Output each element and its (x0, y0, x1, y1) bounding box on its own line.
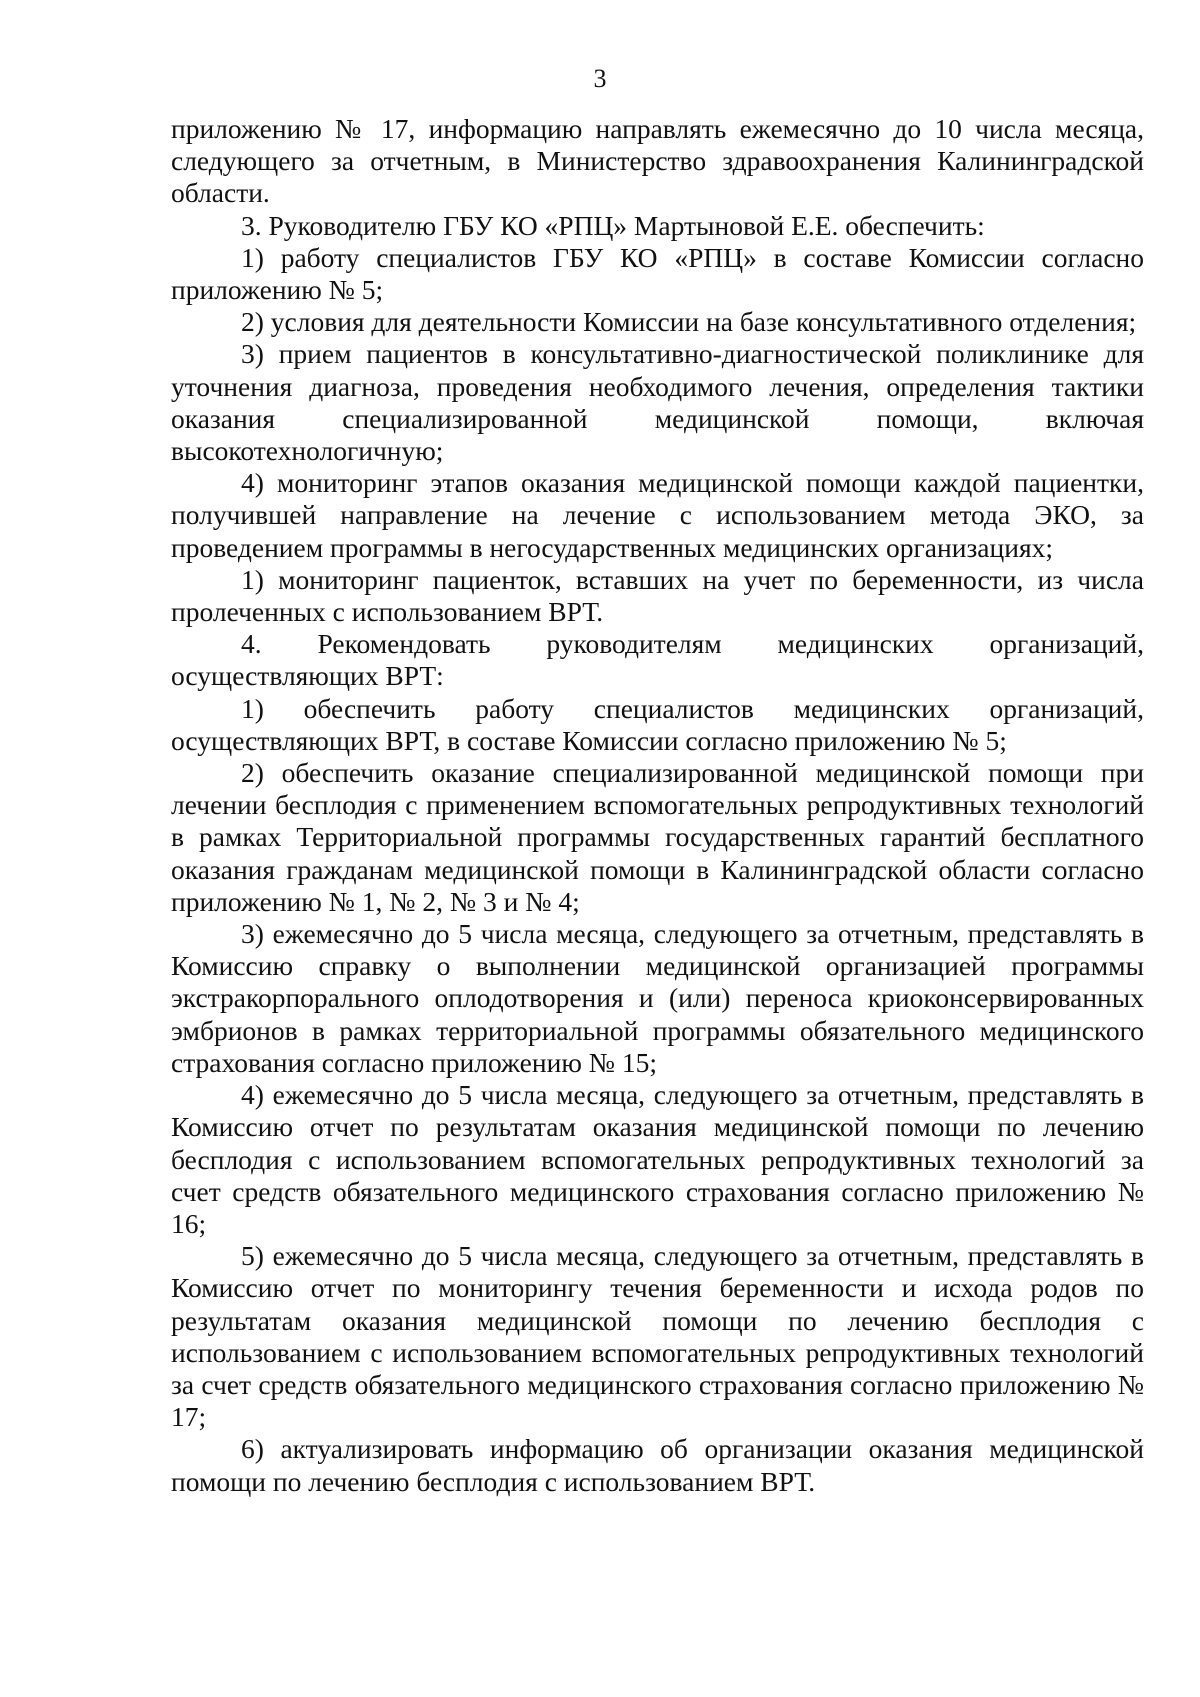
document-body (171, 113, 1144, 1498)
paragraph-item-4-5: 5) ежемесячно до 5 числа месяца, следующего за отчетным, представлять в Комиссию отчет по мониторингу течения беременности и исхода родов по результатам оказания медицинской помощи по лечению бесплодия с использованием с использованием вспомогательных репродуктивных технологий за счет средств обязательного медицинского страхования согласно приложению № 17; (171, 1240, 1144, 1433)
paragraph-item-4-1: 1) обеспечить работу специалистов медицинских организаций, осуществляющих ВРТ, в составе Комиссии согласно приложению № 5; (171, 692, 1144, 756)
paragraph-item-4-6: 6) актуализировать информацию об организации оказания медицинской помощи по лечению бесплодия с использованием ВРТ. (171, 1433, 1144, 1497)
paragraph-item-4: 4. Рекомендовать руководителям медицинских организаций, осуществляющих ВРТ: (171, 628, 1144, 692)
paragraph-item-3-4: 4) мониторинг этапов оказания медицинской помощи каждой пациентки, получившей направление на лечение с использованием метода ЭКО, за проведением программы в негосударственных медицинских организациях; (171, 467, 1144, 563)
paragraph-item-3-5: 1) мониторинг пациенток, вставших на учет по беременности, из числа пролеченных с использованием ВРТ. (171, 563, 1144, 628)
paragraph-item-3: 3. Руководителю ГБУ КО «РПЦ» Мартыновой Е.Е. обеспечить: (241, 209, 985, 241)
paragraph-item-3-2: 2) условия для деятельности Комиссии на базе консультативного отделения; (241, 306, 1137, 338)
paragraph-item-4-3: 3) ежемесячно до 5 числа месяца, следующего за отчетным, представлять в Комиссию справку о выполнении медицинской организацией программы экстракорпорального оплодотворения и (или) переноса криоконсервированных эмбрионов в рамках территориальной программы обязательного медицинского страхования согласно приложению № 15; (171, 918, 1144, 1078)
paragraph-item-4-4: 4) ежемесячно до 5 числа месяца, следующего за отчетным, представлять в Комиссию отчет по результатам оказания медицинской помощи по лечению бесплодия с использованием вспомогательных репродуктивных технологий за счет средств обязательного медицинского страхования согласно приложению № 16; (171, 1079, 1144, 1239)
paragraph-item-4-2: 2) обеспечить оказание специализированной медицинской помощи при лечении бесплодия с применением вспомогательных репродуктивных технологий в рамках Территориальной программы государственных гарантий бесплатного оказания гражданам медицинской помощи в Калининградской области согласно приложению № 1, № 2, № 3 и № 4; (171, 757, 1144, 917)
paragraph-continuation: приложению № 17, информацию направлять ежемесячно до 10 числа месяца, следующего за отчетным, в Министерство здравоохранения Калининградской области. (171, 113, 1144, 209)
page-number: 3 (593, 64, 607, 93)
paragraph-item-3-1: 1) работу специалистов ГБУ КО «РПЦ» в составе Комиссии согласно приложению № 5; (171, 241, 1144, 306)
paragraph-item-3-3: 3) прием пациентов в консультативно-диагностической поликлинике для уточнения диагноза, проведения необходимого лечения, определения тактики оказания специализированной медицинской помощи, включая высокотехнологичную; (171, 338, 1144, 467)
